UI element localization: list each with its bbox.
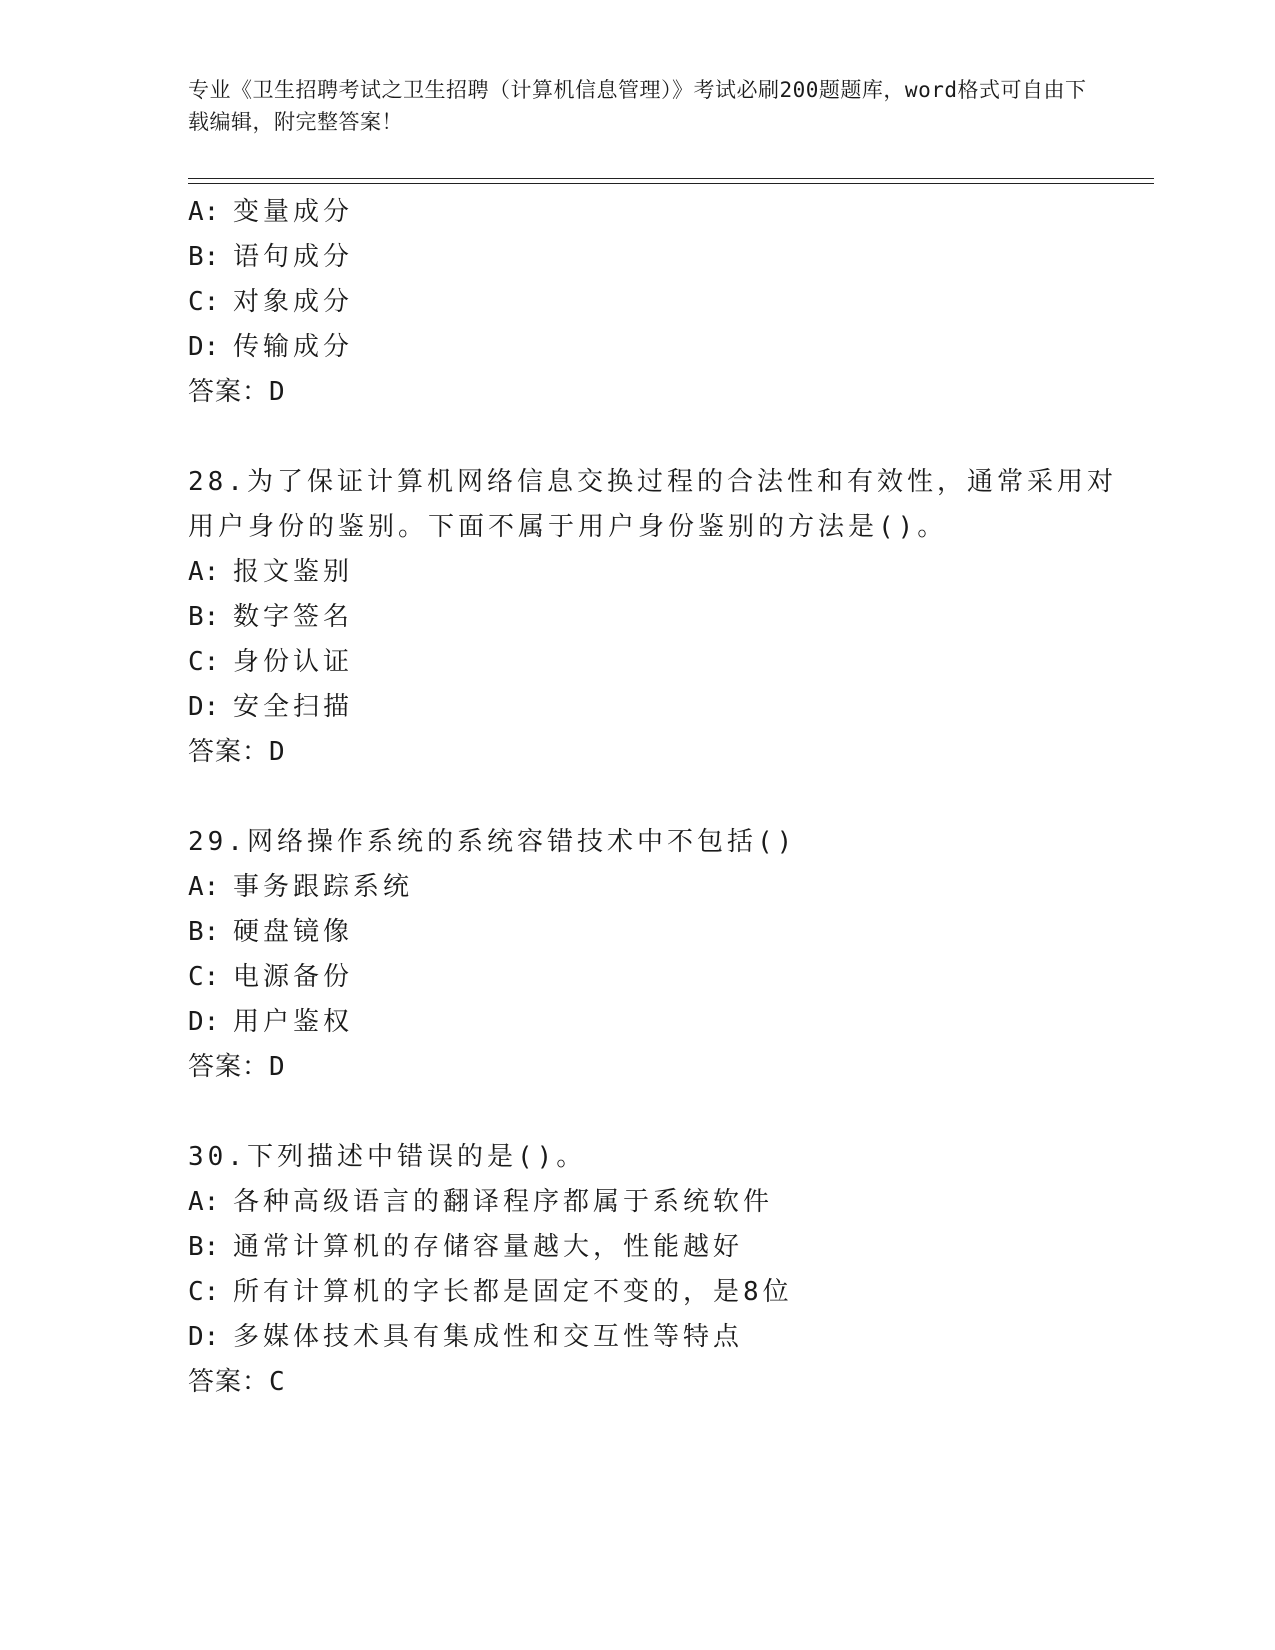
option-letter: D: — [188, 1007, 220, 1037]
option-text: 对象成分 — [233, 287, 354, 317]
q28-stem-line1: 28.为了保证计算机网络信息交换过程的合法性和有效性，通常采用对 — [188, 467, 1117, 497]
header-divider-bottom — [188, 183, 1154, 184]
q27-option-b — [188, 241, 353, 273]
option-letter: C: — [188, 1277, 220, 1307]
q27-option-a — [188, 196, 353, 228]
option-text: 多媒体技术具有集成性和交互性等特点 — [233, 1322, 744, 1352]
q30-option-c — [188, 1276, 793, 1308]
option-text: 传输成分 — [233, 332, 354, 362]
option-letter: A: — [188, 557, 220, 587]
option-letter: C: — [188, 962, 220, 992]
option-text: 事务跟踪系统 — [233, 872, 414, 902]
q28-option-c — [188, 646, 353, 678]
q27-answer: 答案：D — [188, 377, 286, 407]
option-letter: C: — [188, 647, 220, 677]
q28-option-a — [188, 556, 353, 588]
q27-option-d — [188, 331, 353, 363]
q29-option-a — [188, 871, 413, 903]
option-letter: D: — [188, 1322, 220, 1352]
option-text: 所有计算机的字长都是固定不变的，是8位 — [233, 1277, 793, 1307]
option-letter: C: — [188, 287, 220, 317]
option-letter: A: — [188, 1187, 220, 1217]
option-letter: D: — [188, 692, 220, 722]
option-letter: B: — [188, 1232, 220, 1262]
option-letter: D: — [188, 332, 220, 362]
option-text: 报文鉴别 — [233, 557, 354, 587]
header-divider-top — [188, 178, 1154, 179]
option-text: 硬盘镜像 — [233, 917, 354, 947]
q29-option-c — [188, 961, 353, 993]
option-text: 身份认证 — [233, 647, 354, 677]
option-letter: A: — [188, 197, 220, 227]
q29-stem: 29.网络操作系统的系统容错技术中不包括() — [188, 827, 797, 857]
option-letter: B: — [188, 602, 220, 632]
q30-stem: 30.下列描述中错误的是()。 — [188, 1142, 587, 1172]
q29-answer: 答案：D — [188, 1052, 286, 1082]
q30-option-d — [188, 1321, 743, 1353]
option-text: 变量成分 — [233, 197, 354, 227]
q29-option-b — [188, 916, 353, 948]
option-letter: B: — [188, 242, 220, 272]
q28-option-d — [188, 691, 353, 723]
q30-option-a — [188, 1186, 773, 1218]
q28-stem-line2: 用户身份的鉴别。下面不属于用户身份鉴别的方法是()。 — [188, 512, 948, 542]
q29-option-d — [188, 1006, 353, 1038]
q30-option-b — [188, 1231, 743, 1263]
option-text: 数字签名 — [233, 602, 354, 632]
q28-answer: 答案：D — [188, 737, 286, 767]
option-text: 各种高级语言的翻译程序都属于系统软件 — [233, 1187, 774, 1217]
option-text: 用户鉴权 — [233, 1007, 354, 1037]
option-letter: A: — [188, 872, 220, 902]
option-text: 通常计算机的存储容量越大，性能越好 — [233, 1232, 744, 1262]
option-text: 语句成分 — [233, 242, 354, 272]
q30-answer: 答案：C — [188, 1367, 286, 1397]
document-header: 专业《卫生招聘考试之卫生招聘（计算机信息管理）》考试必刷200题题库，word格式可自由下载编辑，附完整答案！ — [188, 78, 1087, 134]
option-text: 安全扫描 — [233, 692, 354, 722]
q28-option-b — [188, 601, 353, 633]
option-text: 电源备份 — [233, 962, 354, 992]
q27-option-c — [188, 286, 353, 318]
option-letter: B: — [188, 917, 220, 947]
